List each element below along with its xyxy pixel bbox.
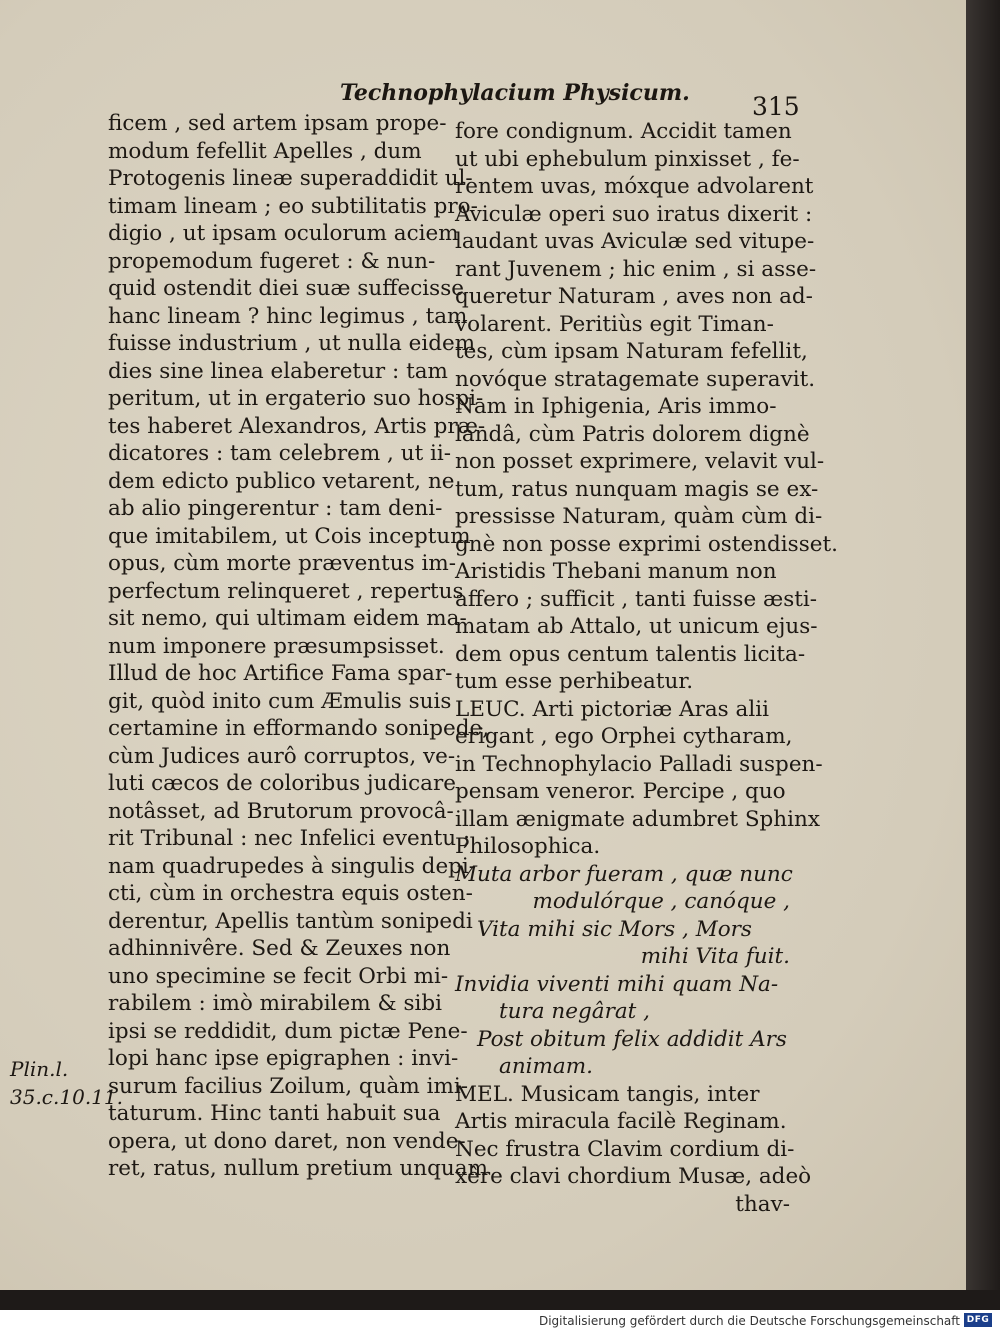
text-line: Illud de hoc Artifice Fama spar-: [108, 661, 453, 686]
verse-line: animam.: [499, 1054, 593, 1079]
text-line: nam quadrupedes à singulis depi-: [108, 853, 477, 879]
marginal-note: [10, 1055, 123, 1111]
text-line: laudant uvas Aviculæ sed vitupe-: [455, 229, 815, 254]
text-line: luti cæcos de coloribus judicare: [108, 771, 456, 796]
text-line: dem opus centum talentis licita-: [455, 641, 806, 667]
text-line: derentur, Apellis tantùm sonipedi: [108, 908, 473, 934]
text-line: uno specimine se fecit Orbi mi-: [108, 963, 449, 989]
text-line: Nam in Iphigenia, Aris immo-: [455, 394, 777, 419]
text-line: rit Tribunal : nec Infelici eventu ;: [108, 826, 471, 851]
right-text-column: [455, 118, 838, 1218]
verse-line: Post obitum felix addidit Ars: [477, 1026, 787, 1052]
text-line: queretur Naturam , aves non ad-: [455, 284, 813, 309]
text-line: novóque stratagemate superavit.: [455, 366, 816, 392]
text-line: affero ; sufficit , tanti fuisse æsti-: [455, 586, 818, 612]
text-line: erigant , ego Orphei cytharam,: [455, 724, 793, 749]
text-line: lopi hanc ipse epigraphen : invi-: [108, 1046, 459, 1071]
right-column-continuation: [455, 1081, 812, 1219]
text-line: que imitabilem, ut Cois inceptum: [108, 523, 471, 549]
text-line: ficem , sed artem ipsam prope-: [108, 111, 447, 136]
text-line: volarent. Peritiùs egit Timan-: [455, 311, 774, 337]
verse-line: Muta arbor fueram , quæ nunc: [455, 861, 793, 887]
verse-block: [455, 861, 793, 1081]
text-line: non posset exprimere, velavit vul-: [455, 449, 825, 474]
verse-line: mihi Vita fuit.: [640, 944, 790, 969]
text-line: opus, cùm morte præventus im-: [108, 551, 457, 576]
text-line: rentem uvas, móxque advolarent: [455, 174, 814, 199]
verse-line: modulórque , canóque ,: [532, 889, 790, 914]
text-line: fore condignum. Accidit tamen: [455, 119, 792, 144]
text-line: ret, ratus, nullum pretium unquam: [108, 1156, 488, 1181]
text-line: MEL. Musicam tangis, inter: [455, 1081, 760, 1107]
catchword: thav-: [735, 1191, 790, 1217]
text-line: sit nemo, qui ultimam eidem ma-: [108, 606, 467, 631]
left-text-column: [108, 110, 490, 1183]
text-line: pensam veneror. Percipe , quo: [455, 779, 786, 804]
text-line: fuisse industrium , ut nulla eidem: [108, 331, 476, 356]
page-number: 315: [752, 92, 800, 121]
text-line: ipsi se reddidit, dum pictæ Pene-: [108, 1018, 468, 1044]
running-head: Technophylacium Physicum.: [340, 80, 690, 106]
page-bottom-edge: [0, 1290, 1000, 1310]
text-line: ab alio pingerentur : tam deni-: [108, 496, 443, 521]
text-line: tum, ratus nunquam magis se ex-: [455, 476, 819, 502]
text-line: num imponere præsumpsisset.: [108, 633, 445, 659]
text-line: certamine in efformando sonipede,: [108, 716, 490, 741]
text-line: digio , ut ipsam oculorum aciem: [108, 221, 459, 246]
text-line: tes, cùm ipsam Naturam fefellit,: [455, 339, 808, 364]
text-line: surum facilius Zoilum, quàm imi-: [108, 1073, 468, 1099]
text-line: taturum. Hinc tanti habuit sua: [108, 1101, 441, 1126]
text-line: timam lineam ; eo subtilitatis pro-: [108, 193, 478, 219]
text-line: dicatores : tam celebrem , ut ii-: [108, 441, 452, 466]
text-line: opera, ut dono daret, non vende-: [108, 1128, 466, 1154]
text-line: cti, cùm in orchestra equis osten-: [108, 881, 473, 906]
text-line: Protogenis lineæ superaddidit ul-: [108, 166, 473, 191]
text-line: adhinnivêre. Sed & Zeuxes non: [108, 936, 451, 961]
text-line: cùm Judices aurô corruptos, ve-: [108, 743, 456, 769]
text-line: dem edicto publico vetarent, ne: [108, 468, 455, 494]
text-line: matam ab Attalo, ut unicum ejus-: [455, 614, 818, 639]
text-line: notâsset, ad Brutorum provocâ-: [108, 798, 454, 824]
text-line: Aristidis Thebani manum non: [455, 559, 777, 584]
text-line: quid ostendit diei suæ suffecisse: [108, 276, 464, 301]
marginal-note-line: 35.c.10.11.: [10, 1085, 123, 1109]
text-line: illam ænigmate adumbret Sphinx: [455, 806, 821, 832]
text-line: hanc lineam ? hinc legimus , tam: [108, 303, 468, 329]
text-line: rant Juvenem ; hic enim , si asse-: [455, 256, 817, 282]
verse-line: Vita mihi sic Mors , Mors: [477, 916, 752, 942]
text-line: pressisse Naturam, quàm cùm di-: [455, 504, 823, 529]
marginal-note-line: Plin.l.: [10, 1057, 69, 1081]
text-line: ut ubi ephebulum pinxisset , fe-: [455, 146, 800, 172]
text-line: in Technophylacio Palladi suspen-: [455, 751, 823, 777]
dfg-logo: DFG: [964, 1313, 992, 1327]
text-line: Aviculæ operi suo iratus dixerit :: [455, 201, 813, 227]
page-gutter-edge: [966, 0, 1000, 1310]
verse-line: Invidia viventi mihi quam Na-: [455, 971, 779, 997]
text-line: Nec frustra Clavim cordium di-: [455, 1136, 795, 1162]
verse-line: tura negârat ,: [499, 999, 650, 1024]
text-line: Artis miracula facilè Reginam.: [455, 1109, 787, 1134]
text-line: perfectum relinqueret , repertus: [108, 578, 464, 604]
funding-credit: Digitalisierung gefördert durch die Deutsche Forschungsgemeinschaft: [538, 1314, 960, 1328]
text-line: peritum, ut in ergaterio suo hospi-: [108, 386, 484, 411]
text-line: Philosophica.: [455, 834, 601, 859]
text-line: dies sine linea elaberetur : tam: [108, 358, 448, 384]
text-line: gnè non posse exprimi ostendisset.: [455, 531, 838, 557]
text-line: rabilem : imò mirabilem & sibi: [108, 991, 443, 1016]
text-line: LEUC. Arti pictoriæ Aras alii: [455, 696, 769, 722]
text-line: tum esse perhibeatur.: [455, 669, 694, 694]
text-line: landâ, cùm Patris dolorem dignè: [455, 421, 810, 447]
text-line: tes haberet Alexandros, Artis præ-: [108, 413, 486, 439]
text-line: xêre clavi chordium Musæ, adeò: [455, 1164, 812, 1189]
text-line: propemodum fugeret : & nun-: [108, 248, 436, 274]
text-line: modum fefellit Apelles , dum: [108, 138, 422, 164]
text-line: git, quòd inito cum Æmulis suis: [108, 688, 452, 714]
